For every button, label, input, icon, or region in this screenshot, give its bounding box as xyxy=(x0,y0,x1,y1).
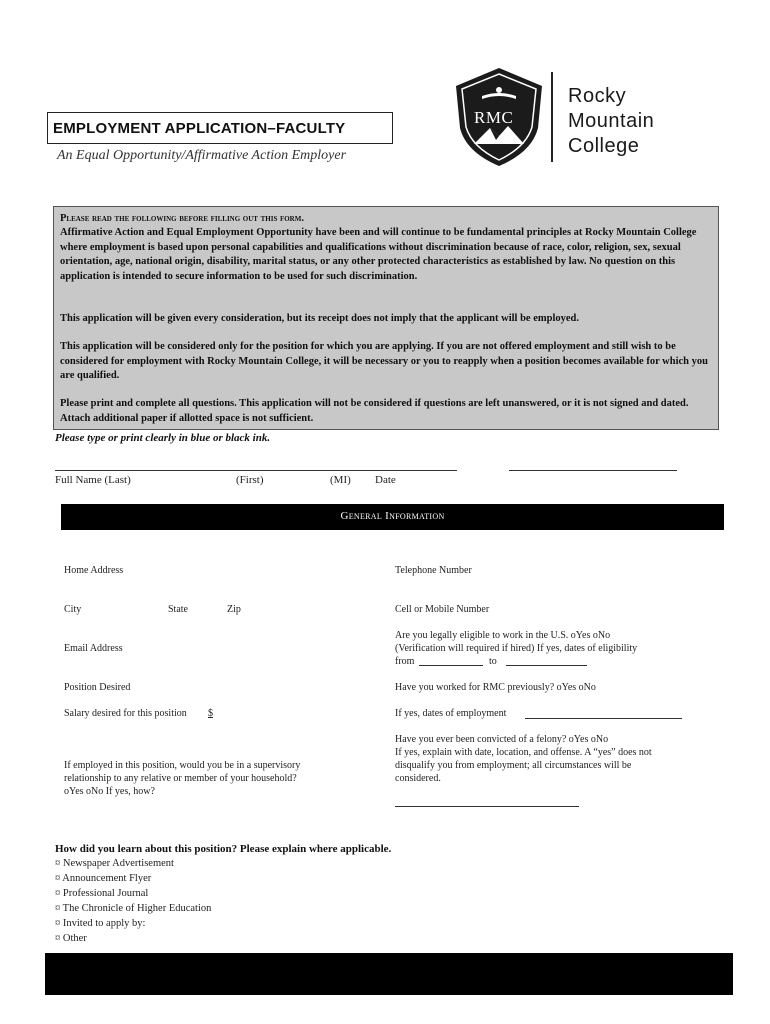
label-middle-initial: (MI) xyxy=(330,474,351,486)
date-field-line[interactable] xyxy=(509,470,677,471)
felony-question[interactable]: Have you ever been convicted of a felony? oYes oNo xyxy=(395,734,609,745)
label-eligible-to: to xyxy=(489,656,497,667)
label-telephone: Telephone Number xyxy=(395,565,472,576)
relation-question-options[interactable]: oYes oNo If yes, how? xyxy=(64,786,155,797)
label-state: State xyxy=(168,604,188,615)
section-title: General Information xyxy=(340,510,445,522)
how-learned-question: How did you learn about this position? Please explain where applicable. xyxy=(55,843,392,855)
label-email-address: Email Address xyxy=(64,643,123,654)
label-home-address: Home Address xyxy=(64,565,124,576)
logo-divider xyxy=(551,72,553,162)
footer-bar xyxy=(45,953,733,995)
label-city: City xyxy=(64,604,82,615)
label-date: Date xyxy=(375,474,396,486)
option-chronicle[interactable]: ¤ The Chronicle of Higher Education xyxy=(55,903,212,914)
page-title: EMPLOYMENT APPLICATION–FACULTY xyxy=(53,120,346,137)
dates-of-employment-field[interactable] xyxy=(525,718,682,719)
label-first-name: (First) xyxy=(236,474,264,486)
salary-field[interactable]: $ xyxy=(208,708,213,719)
label-zip: Zip xyxy=(227,604,241,615)
logo-name-line-2: Mountain xyxy=(568,110,655,132)
label-eligible-from: from xyxy=(395,656,415,667)
logo-name-line-3: College xyxy=(568,135,640,157)
notice-paragraph-4: Please print and complete all questions. This application will not be considered if questions are left unanswered, or it is not signed and dated. Attach additional paper if allotted space is not sufficient. xyxy=(60,398,689,424)
notice-paragraph-1: Affirmative Action and Equal Employment Opportunity have been and will continue to be fundamental principles at Rocky Mountain College where employment is based upon personal capabilities and qualifications without discrimination because of race, color, religion, sex, sexual orientation, age, national origin, disability, marital status, or any other protected characteristics as established by law. No question on this application is intended to secure information to be used for such discrimination. xyxy=(60,227,697,282)
label-last-name: Full Name (Last) xyxy=(55,474,131,486)
option-other[interactable]: ¤ Other xyxy=(55,933,87,944)
logo-name-line-1: Rocky xyxy=(568,85,627,107)
label-salary-desired: Salary desired for this position xyxy=(64,708,187,719)
label-dates-of-employment: If yes, dates of employment xyxy=(395,708,507,719)
option-invited[interactable]: ¤ Invited to apply by: xyxy=(55,918,146,929)
felony-explanation-line-3: considered. xyxy=(395,773,441,784)
eligibility-question[interactable]: Are you legally eligible to work in the U.S. oYes oNo xyxy=(395,630,611,641)
felony-explanation-field[interactable] xyxy=(395,806,579,807)
logo-monogram: RMC xyxy=(474,108,514,127)
eligible-to-field[interactable] xyxy=(506,665,587,666)
page-subtitle: An Equal Opportunity/Affirmative Action Employer xyxy=(57,148,347,163)
eligible-from-field[interactable] xyxy=(419,665,483,666)
relation-question-line-1: If employed in this position, would you be in a supervisory xyxy=(64,760,301,771)
option-professional-journal[interactable]: ¤ Professional Journal xyxy=(55,888,149,899)
option-newspaper[interactable]: ¤ Newspaper Advertisement xyxy=(55,858,174,869)
notice-paragraph-2: This application will be given every consideration, but its receipt does not imply that the applicant will be employed. xyxy=(60,313,579,324)
ink-instruction: Please type or print clearly in blue or black ink. xyxy=(55,432,271,444)
worked-rmc-question[interactable]: Have you worked for RMC previously? oYes oNo xyxy=(395,682,596,693)
label-cell-phone: Cell or Mobile Number xyxy=(395,604,490,615)
felony-explanation-line-2: disqualify you from employment; all circumstances will be xyxy=(395,760,632,771)
label-position-desired: Position Desired xyxy=(64,682,131,693)
felony-explanation-line-1: If yes, explain with date, location, and offense. A “yes” does not xyxy=(395,747,652,758)
relation-question-line-2: relationship to any relative or member of your household? xyxy=(64,773,297,784)
name-field-line[interactable] xyxy=(55,470,457,471)
option-announcement-flyer[interactable]: ¤ Announcement Flyer xyxy=(55,873,152,884)
notice-paragraph-3: This application will be considered only for the position for which you are applying. If you are not offered employment and still wish to be considered for employment with Rocky Mountain College, it will be necessary or you to reapply when a position becomes available for which you are qualified. xyxy=(60,341,708,381)
notice-heading: Please read the following before filling out this form. xyxy=(60,213,304,224)
eligibility-verification-note: (Verification will required if hired) If yes, dates of eligibility xyxy=(395,643,638,654)
